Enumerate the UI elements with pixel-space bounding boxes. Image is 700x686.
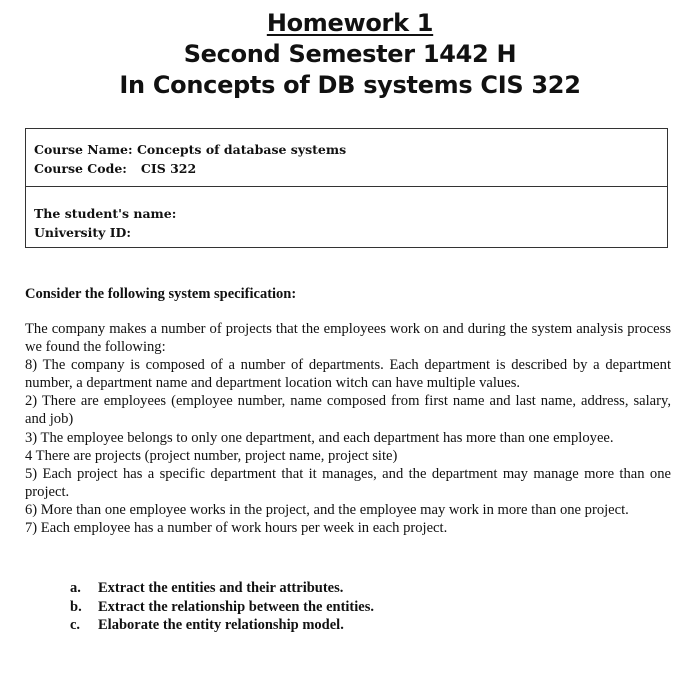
task-letter: b. bbox=[70, 598, 82, 615]
task-list bbox=[70, 579, 374, 635]
info-box-divider bbox=[26, 186, 667, 187]
spec-paragraph: 8) The company is composed of a number of departments. Each department is described by a department number, a department name and department location witch can have multiple values. bbox=[25, 357, 671, 392]
spec-paragraph: 5) Each project has a specific department that it manages, and the department may manage more than one project. bbox=[25, 465, 671, 500]
course-name-row bbox=[34, 140, 346, 159]
course-code-row bbox=[34, 159, 346, 178]
spec-paragraph: 3) The employee belongs to only one department, and each department has more than one employee. bbox=[25, 429, 614, 446]
task-letter: a. bbox=[70, 580, 81, 596]
task-item bbox=[70, 616, 374, 635]
spec-paragraph: 4 There are projects (project number, project name, project site) bbox=[25, 447, 398, 464]
course-code-label: Course Code: bbox=[34, 161, 127, 176]
course-name-value: Concepts of database systems bbox=[136, 142, 347, 157]
course-line: In Concepts of DB systems CIS 322 bbox=[119, 71, 581, 99]
task-item bbox=[70, 579, 374, 598]
task-letter: c. bbox=[70, 617, 81, 633]
course-details-section bbox=[34, 140, 346, 178]
student-details-section bbox=[34, 204, 176, 242]
specification-heading: Consider the following system specification: bbox=[25, 286, 297, 302]
course-info-box bbox=[25, 128, 668, 248]
task-text: Elaborate the entity relationship model. bbox=[98, 617, 344, 633]
course-name-label: Course Name: bbox=[34, 142, 133, 157]
task-text: Extract the entities and their attributes. bbox=[98, 580, 344, 596]
document-header bbox=[0, 8, 700, 101]
spec-paragraph: 6) More than one employee works in the project, and the employee may work in more than one project. bbox=[25, 501, 629, 518]
spec-paragraph: 2) There are employees (employee number, name composed from first name and last name, address, salary, and job) bbox=[25, 393, 671, 428]
university-id-label: University ID: bbox=[34, 225, 132, 240]
task-item bbox=[70, 598, 374, 617]
spec-paragraph: 7) Each employee has a number of work hours per week in each project. bbox=[25, 520, 448, 537]
homework-title: Homework 1 bbox=[266, 9, 434, 37]
specification-body bbox=[25, 320, 671, 537]
spec-paragraph: The company makes a number of projects that the employees work on and during the system analysis process we found the following: bbox=[25, 321, 671, 356]
student-name-label: The student's name: bbox=[34, 206, 177, 221]
semester-line: Second Semester 1442 H bbox=[183, 40, 517, 68]
task-text: Extract the relationship between the entities. bbox=[98, 598, 374, 615]
course-code-value: CIS 322 bbox=[140, 161, 197, 176]
